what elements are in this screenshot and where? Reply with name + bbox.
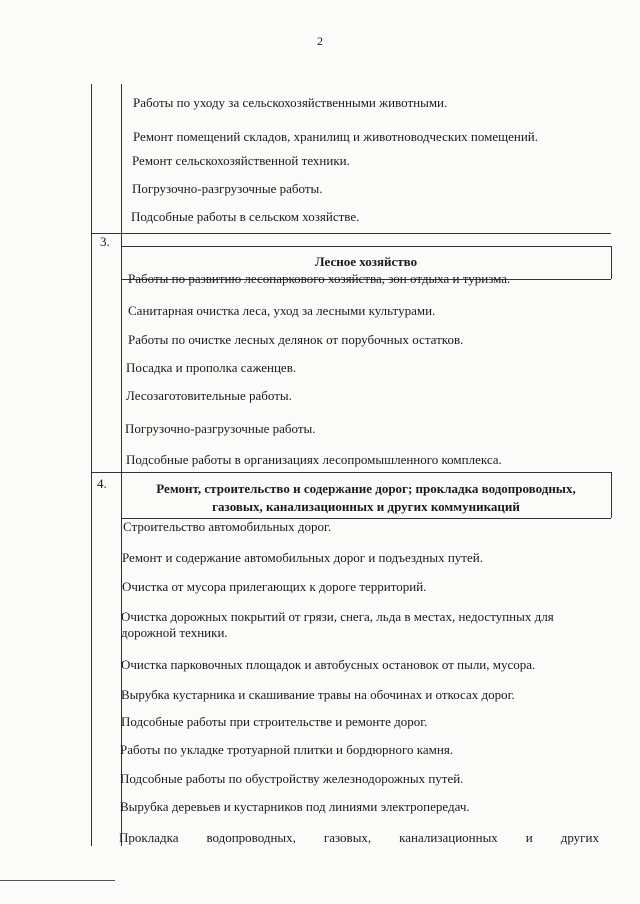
list-item: Ремонт сельскохозяйственной техники.	[132, 153, 350, 168]
row-divider-4	[91, 472, 611, 473]
section4-header-right-border	[611, 472, 612, 518]
list-item: Работы по развитию лесопаркового хозяйства, зон отдыха и туризма.	[128, 271, 511, 286]
word: газовых,	[323, 830, 372, 845]
list-item: Вырубка деревьев и кустарников под линиями электропередач.	[120, 799, 470, 814]
list-item: Санитарная очистка леса, уход за лесными культурами.	[128, 303, 436, 318]
page-number: 2	[317, 34, 323, 48]
list-item: Очистка дорожных покрытий от грязи, снега, льда в местах, недоступных для	[121, 609, 554, 624]
list-item: Работы по уходу за сельскохозяйственными животными.	[133, 95, 448, 110]
section3-header-right-border	[611, 246, 612, 279]
list-item: Подсобные работы в сельском хозяйстве.	[131, 209, 360, 224]
list-item: Вырубка кустарника и скашивание травы на обочинах и откосах дорог.	[121, 687, 515, 702]
word: и	[525, 830, 533, 845]
section-number: 3.	[100, 234, 110, 249]
word: других	[560, 830, 599, 845]
row-divider-3	[91, 233, 611, 234]
list-item: Работы по очистке лесных делянок от порубочных остатков.	[128, 332, 464, 347]
list-item: Лесозаготовительные работы.	[126, 388, 292, 403]
list-item: Погрузочно-разгрузочные работы.	[125, 421, 316, 436]
number-column-border	[91, 84, 92, 846]
section-title: Лесное хозяйство	[314, 254, 418, 269]
word: водопроводных,	[206, 830, 296, 845]
list-item: Ремонт помещений складов, хранилищ и животноводческих помещений.	[133, 129, 539, 144]
list-item: Погрузочно-разгрузочные работы.	[132, 181, 323, 196]
list-item: Подсобные работы по обустройству железнодорожных путей.	[120, 771, 464, 786]
list-item: Ремонт и содержание автомобильных дорог и подъездных путей.	[122, 550, 483, 565]
word: канализационных	[399, 830, 498, 845]
list-item: Очистка от мусора прилегающих к дороге территорий.	[122, 579, 427, 594]
section3-header-top-border	[121, 246, 611, 247]
list-item-justified	[119, 830, 599, 846]
list-item: дорожной техники.	[121, 625, 228, 640]
list-item: Посадка и прополка саженцев.	[126, 360, 297, 375]
section-title	[121, 480, 611, 516]
list-item: Подсобные работы в организациях лесопромышленного комплекса.	[126, 452, 502, 467]
list-item: Строительство автомобильных дорог.	[123, 519, 332, 534]
list-item: Работы по укладке тротуарной плитки и бордюрного камня.	[120, 742, 454, 757]
section-number: 4.	[97, 476, 107, 491]
list-item: Очистка парковочных площадок и автобусных остановок от пыли, мусора.	[121, 657, 536, 672]
content-column-border	[121, 84, 122, 846]
footnote-separator	[0, 880, 115, 881]
list-item: Подсобные работы при строительстве и ремонте дорог.	[121, 714, 428, 729]
section-title-line: Ремонт, строительство и содержание дорог; прокладка водопроводных,	[156, 481, 576, 496]
section-title-line: газовых, канализационных и других коммуникаций	[212, 499, 520, 514]
word: Прокладка	[119, 830, 179, 845]
